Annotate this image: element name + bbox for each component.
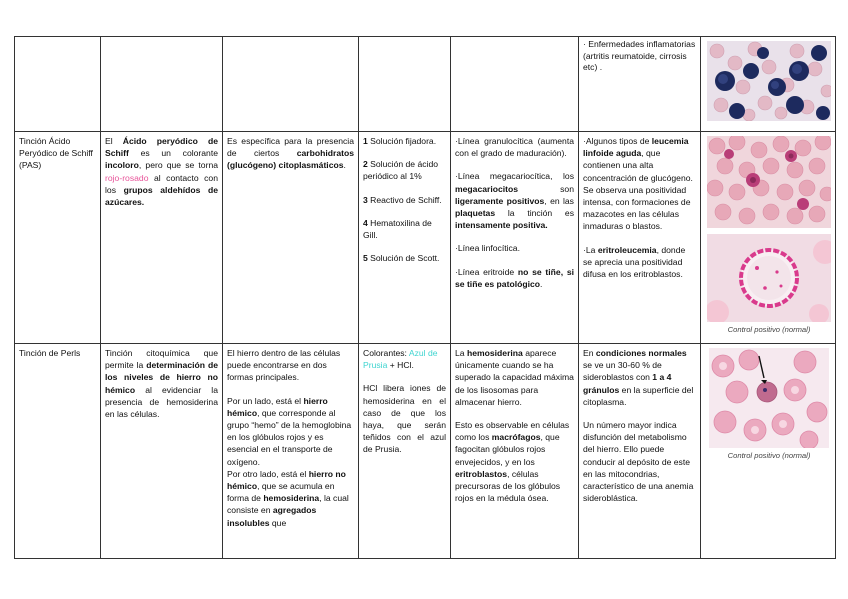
text: al contacto con los	[105, 172, 218, 195]
row-continuation	[15, 37, 836, 132]
hemosiderin-p1: La hemosiderina aparece únicamente cuando se ha superado la capacidad máxima de los lisosomas para almacenar hierro.	[455, 348, 574, 407]
text: , pero que se torna	[138, 160, 218, 171]
pathology-erythroleukemia: ·La eritroleucemia, donde se aprecia una positividad difusa en los eritroblastos.	[583, 244, 686, 280]
cell-empty	[15, 37, 101, 132]
cell-inflammatory	[579, 37, 701, 132]
text: es un colorante	[128, 148, 218, 159]
text-pink: rojo-rosado	[105, 172, 149, 183]
line-lymphocytic: ·Línea linfocítica.	[455, 243, 520, 254]
perls-dyes	[359, 344, 451, 559]
reagent-item: 4 Hematoxilina de Gill.	[363, 217, 432, 241]
pas-pathology	[579, 132, 701, 344]
row-pas	[15, 132, 836, 344]
text-bold: Ácido peryódico de Schiff	[105, 136, 219, 159]
line-erythroid: ·Línea eritroide no se tiñe, si se tiñe es patológico.	[455, 266, 574, 289]
reagent-item: 1 Solución fijadora.	[363, 136, 437, 146]
stains-table	[14, 36, 836, 559]
pas-reagents	[359, 132, 451, 344]
cell-empty	[451, 37, 579, 132]
perls-control-image	[709, 348, 829, 448]
text: Es específica para la presencia de ciertos	[227, 136, 354, 159]
pas-smear-image	[707, 136, 831, 228]
line-megakaryocytic: ·Línea megacariocítica, los megacariocitos son ligeramente positivos, en las plaquetas la tinción es intensamente positiva.	[455, 171, 574, 231]
pathology-leukemia: ·Algunos tipos de leucemia linfoide aguda, que contienen una alta concentración de glucógeno. Se observa una positividad intensa, con formaciones de mazacotes en las células inmaduras o blastos.	[583, 136, 693, 232]
perls-normal	[579, 344, 701, 559]
reagent-item: 2 Solución de ácido periódico al 1%	[363, 159, 439, 182]
dyes-explanation: HCl libera iones de hemosiderina en el caso de que los haya, que serán teñidos con el azul de Prusia.	[363, 383, 446, 455]
pas-name: Tinción Ácido Peryódico de Schiff (PAS)	[19, 136, 93, 171]
cell-image	[701, 37, 836, 132]
inflammatory-text: · Enfermedades inflamatorias (artritis reumatoide, cirrosis etc) .	[583, 39, 696, 72]
pas-cell-lines	[451, 132, 579, 344]
pas-specificity	[223, 132, 359, 344]
text: .	[343, 160, 346, 171]
iron-non-hemic: Por otro lado, está el hierro no hémico, que se acumula en forma de hemosiderina, la cual consiste en agregados insolubles que	[227, 468, 349, 528]
reagent-item: 5 Solución de Scott.	[363, 253, 440, 264]
perls-name-cell	[15, 344, 101, 559]
blood-smear-image	[707, 41, 831, 121]
dyes-line: Colorantes: Azul de Prusia + HCl.	[363, 348, 438, 371]
pas-name-cell	[15, 132, 101, 344]
iron-hemic: Por un lado, está el hierro hémico, que corresponde al grupo “hemo” de la hemoglobina en los glóbulos rojos y es esencial en el transporte de oxígeno.	[227, 395, 352, 467]
perls-image-cell	[701, 344, 836, 559]
perls-hemosiderin	[451, 344, 579, 559]
perls-name: Tinción de Perls	[19, 348, 81, 358]
pas-control-image	[707, 234, 831, 322]
text-bold: incoloro	[105, 160, 139, 171]
text-bold: carbohidratos (glucógeno) citoplasmáticos	[227, 148, 354, 171]
normal-p1: En condiciones normales se ve un 30-60 % de sideroblastos con 1 a 4 gránulos en la superficie del citoplasma.	[583, 348, 694, 407]
reagent-item: 3 Reactivo de Schiff.	[363, 194, 442, 205]
text: al evidenciar la presencia de hemosiderina en las células.	[105, 384, 218, 420]
text: El	[105, 136, 123, 146]
perls-description	[101, 344, 223, 559]
normal-p2: Un número mayor indica disfunción del metabolismo del hierro. Ello puede conducir al depósito de este en las mitocondrias, característico de una anemia sideroblástica.	[583, 420, 694, 504]
pas-description	[101, 132, 223, 344]
pas-images-cell	[701, 132, 836, 344]
cell-empty	[223, 37, 359, 132]
text-bold: determinación de los niveles de hierro no hémico	[105, 360, 218, 395]
hemosiderin-p2: Esto es observable en células como los macrófagos, que fagocitan glóbulos rojos envejecidos, y en los eritroblastos, células precursoras de los glóbulos rojos en la médula ósea.	[455, 420, 570, 504]
row-perls	[15, 344, 836, 559]
iron-intro: El hierro dentro de las células puede encontrarse en dos formas principales.	[227, 348, 341, 383]
cell-empty	[359, 37, 451, 132]
cell-empty	[101, 37, 223, 132]
text-bold: grupos aldehídos de azúcares.	[105, 184, 219, 208]
line-granulocytic: ·Línea granulocítica (aumenta con el grado de maduración).	[455, 136, 574, 159]
perls-caption: Control positivo (normal)	[727, 451, 811, 460]
text: Tinción citoquímica que permite la	[105, 348, 218, 371]
pas-caption: Control positivo (normal)	[727, 325, 811, 334]
perls-iron	[223, 344, 359, 559]
